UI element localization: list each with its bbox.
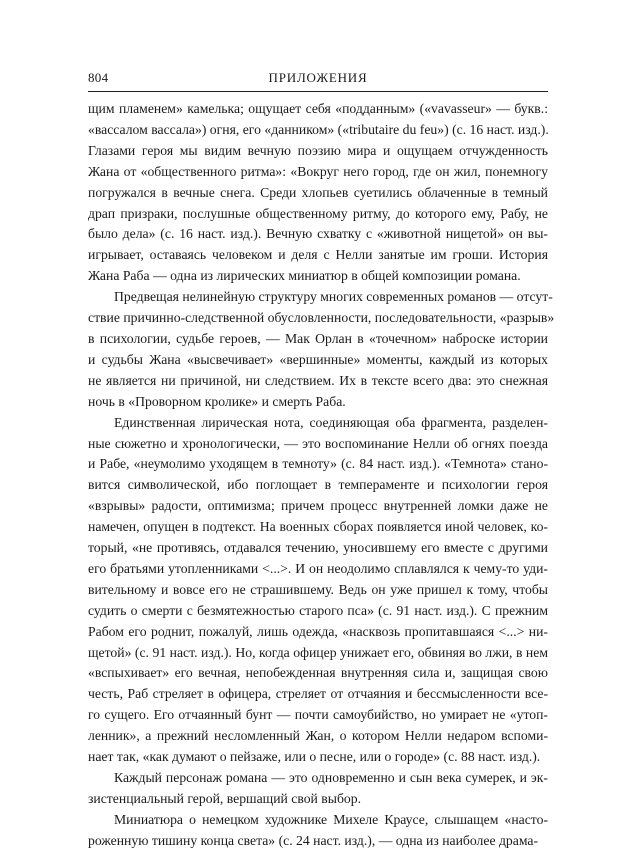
text-line: в психологии, судьбе героев, — Мак Орлан в «точечном» наброске истории	[88, 330, 548, 346]
text-line: его братьями утопленниками <...>. И он неодолимо сплавлялся к чему-то уди-	[88, 560, 548, 576]
text-line: ночь в «Проворном кролике» и смерть Раба.	[88, 393, 346, 409]
text-line: драп призраки, послушные общественному ритму, до которого ему, Рабу, не	[88, 205, 548, 221]
text-line: вительному и вовсе его не страшившему. Ведь он уже пришел к тому, чтобы	[88, 581, 548, 597]
text-line: Рабом его роднит, пожалуй, лишь одежда, «насквозь пропитавшаяся <...> ни-	[88, 623, 548, 639]
text-line: Каждый персонаж романа — это одновременно и сын века сумерек, и эк-	[114, 770, 548, 785]
text-line: ленник», а прежний несломленный Жан, о котором Нелли недаром вспоми-	[88, 728, 548, 744]
text-line: роженную тишину конца света» (с. 24 наст. изд.), — одна из наиболее драма-	[88, 832, 539, 848]
text-line: и Рабе, «неумолимо уходящем в темноту» (с. 84 наст. изд.). «Темнота» стано-	[88, 456, 548, 472]
paragraph	[88, 99, 548, 287]
text-line: Миниатюра о немецком художнике Михеле Краусе, слышащем «насто-	[114, 811, 548, 827]
body-text	[88, 99, 555, 852]
text-line: Глазами героя мы видим вечную поэзию мира и ощущаем отчужденность	[88, 142, 548, 158]
text-line: было дела» (с. 16 наст. изд.). Вечную схватку с «животной нищетой» он вы-	[88, 226, 548, 242]
text-line: вится символической, ибо поглощает в темпераменте и психологии героя	[88, 477, 548, 493]
text-line: погружался в вечные снега. Среди хлопьев суетились облаченные в темный	[88, 184, 548, 200]
section-title: ПРИЛОЖЕНИЯ	[268, 70, 368, 85]
text-line: нает так, «как думают о пейзаже, или о песне, или о городе» (с. 88 наст. изд.).	[88, 749, 541, 765]
text-line: ные сюжетно и хронологически, — это воспоминание Нелли об огнях поезда	[88, 435, 548, 451]
text-line: Жана от «общественного ритма»: «Вокруг него город, где он жил, понемногу	[88, 163, 548, 179]
text-line: и судьбы Жана «высвечивает» «вершинные» моменты, каждый из которых	[88, 351, 548, 367]
text-line: Единственная лирическая нота, соединяющая оба фрагмента, разделен-	[114, 414, 548, 430]
paragraph	[88, 287, 555, 412]
text-line: не является ни причиной, ни следствием. Их в тексте всего два: это снежная	[88, 372, 548, 388]
text-line: торый, «не противясь, отдавался течению, уносившему его вместе с другими	[88, 540, 548, 556]
paragraph	[88, 413, 548, 768]
text-line: Предвещая нелинейную структуру многих современных романов — отсут-	[114, 289, 553, 305]
text-line: ствие причинно-следственной обусловленности, последовательности, «разрыв»	[88, 310, 555, 326]
text-line: щетой» (с. 91 наст. изд.). Но, когда офицер унижает его, обвиняя во лжи, в нем	[88, 644, 548, 660]
text-line: «взрывы» радости, оптимизма; причем процесс внутренней ломки даже не	[88, 498, 548, 514]
text-line: судить о смерти с безмятежностью старого пса» (с. 91 наст. изд.). С прежним	[88, 602, 548, 618]
text-line: игрывает, оставаясь человеком и деля с Нелли занятые им гроши. История	[88, 247, 548, 263]
text-line: зистенциальный герой, вершащий свой выбор.	[88, 790, 362, 806]
text-line: го сущего. Его отчаянный бунт — почти самоубийство, но умирает не «утоп-	[88, 707, 548, 723]
paragraph	[88, 810, 548, 852]
text-line: «вспыхивает» его вечная, непобежденная внутренняя сила и, защищая свою	[88, 665, 548, 681]
text-line: Жана Раба — одна из лирических миниатюр в общей композиции романа.	[88, 268, 521, 284]
paragraph	[88, 768, 548, 810]
text-line: честь, Раб стреляет в офицера, стреляет от отчаяния и бессмысленности все-	[88, 686, 548, 702]
text-line: щим пламенем» камелька; ощущает себя «подданным» («vavasseur» — букв.:	[88, 101, 548, 116]
header-rule	[88, 91, 548, 92]
text-line: «вассалом вассала») огня, его «данником» («tributaire du feu») (с. 16 наст. изд.).	[88, 121, 549, 137]
running-head	[88, 70, 548, 90]
page-number: 804	[88, 70, 109, 85]
text-line: намечен, опущен в подтекст. На военных сборах появляется иной человек, ко-	[88, 519, 548, 535]
